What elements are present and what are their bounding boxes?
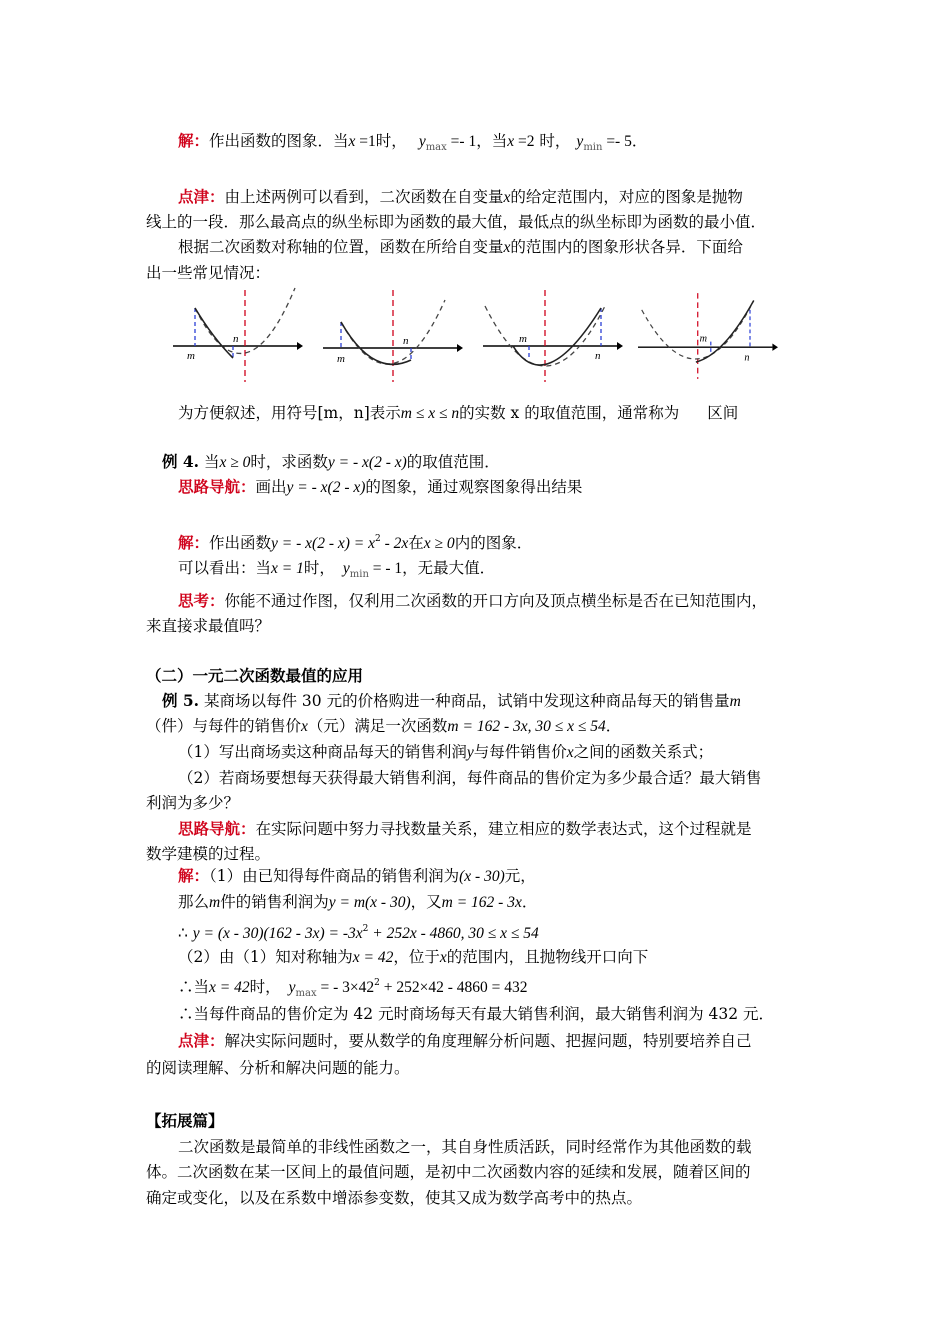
axis-arrow-icon [457, 344, 463, 352]
example-5-solution-3: ∴ $y = (x - 30)(162 - 3x) = -3x^2 + 252x - 4860$, 30 ≤ x ≤ 54 [178, 924, 539, 942]
n-label: n [233, 333, 239, 345]
section-2-title: （二）一元二次函数最值的应用 [146, 666, 364, 685]
example-5-solution-5: ∴当x = 42时， $y_{max}$ = - $3\times 42^2 + 252\times 42 - 4860 = 432$ [178, 978, 528, 999]
example-5-solution-2: 那么m件的销售利润为y = m(x - 30)，又m = 162 - 3x． [178, 893, 538, 911]
example-5-line-1: 例 5. 某商场以每件 30 元的价格购进一种商品，试销中发现这种商品每天的销售量m [162, 691, 741, 710]
think-line-1: 思考：你能不通过作图，仅利用二次函数的开口方向及顶点横坐标是否在已知范围内， [178, 591, 768, 610]
example-5-conclusion: ∴当每件商品的售价定为 42 元时商场每天有最大销售利润，最大销售利润为 432 元． [178, 1005, 775, 1023]
n-label: n [403, 335, 409, 347]
example-5-question-2-cont: 利润为多少？ [146, 794, 240, 812]
axis-arrow-icon [617, 342, 623, 350]
example-5-question-1: （1）写出商场卖这种商品每天的销售利润y与每件销售价x之间的函数关系式； [178, 743, 714, 761]
m-label: m [699, 333, 708, 345]
m-label: m [519, 333, 527, 345]
example-5-solution-1: 解：（1）由已知得每件商品的销售利润为(x - 30)元， [178, 866, 536, 885]
note-line-4: 出一些常见情况： [146, 264, 271, 282]
example-4-idea: 思路导航：画出y = - x(2 - x)的图象，通过观察图象得出结果 [178, 477, 583, 496]
example-5-note-1: 点津：解决实际问题时，要从数学的角度理解分析问题、把握问题，特别要培养自己 [178, 1031, 752, 1050]
graph-case-3 [483, 286, 623, 386]
note-line-1: 点津：由上述两例可以看到，二次函数在自变量x的给定范围内，对应的图象是抛物 [178, 187, 743, 206]
note-line-2: 线上的一段．那么最高点的纵坐标即为函数的最大值，最低点的纵坐标即为函数的最小值． [146, 213, 767, 231]
graph-case-1 [168, 286, 308, 386]
example-5-line-2: （件）与每件的销售价x（元）满足一次函数m = 162 - 3x, 30 ≤ x ≤ 54． [146, 717, 622, 735]
extension-para-3: 确定或变化，以及在系数中增添参变数，使其又成为数学高考中的热点。 [146, 1189, 643, 1207]
example-4-solution: 解：作出函数y = - $x(2 - x) = x^2 - 2x$在x ≥ 0内的图象． [178, 533, 533, 552]
graph-case-2 [323, 286, 463, 386]
example-5-note-2: 的阅读理解、分析和解决问题的能力。 [146, 1059, 410, 1077]
solution-line-1: 解：作出函数的图象．当x =1时， $y_{max} =- 1$，当x =2 时， $y_{min} =- 5$． [178, 131, 648, 153]
extension-title: 【拓展篇】 [146, 1111, 224, 1130]
parabola-segment [195, 308, 233, 358]
parabola-segment [341, 322, 411, 364]
note-line-3: 根据二次函数对称轴的位置，函数在所给自变量x的范围内的图象形状各异．下面给 [178, 238, 743, 256]
example-4-observation: 可以看出：当x = 1时， $y_{min}$ = - 1，无最大值． [178, 559, 496, 580]
m-label: m [337, 353, 345, 365]
axis-arrow-icon [297, 342, 303, 350]
example-5-question-2: （2）若商场要想每天获得最大销售利润，每件商品的售价定为多少最合适？最大销售 [178, 769, 762, 787]
example-5-solution-4: （2）由（1）知对称轴为x = 42，位于x的范围内，且抛物线开口向下 [178, 948, 649, 966]
n-label: n [595, 350, 601, 362]
parabola-graphs [168, 286, 788, 396]
extension-para-1: 二次函数是最简单的非线性函数之一，其自身性质活跃，同时经常作为其他函数的载 [178, 1138, 752, 1156]
m-label: m [187, 350, 195, 362]
example-5-idea-1: 思路导航：在实际问题中努力寻找数量关系，建立相应的数学表达式，这个过程就是 [178, 819, 752, 838]
extension-para-2: 体。二次函数在某一区间上的最值问题，是初中二次函数内容的延续和发展，随着区间的 [146, 1163, 751, 1181]
think-line-2: 来直接求最值吗？ [146, 617, 271, 635]
example-5-idea-2: 数学建模的过程。 [146, 845, 271, 863]
axis-arrow-icon [772, 343, 778, 350]
graph-case-4 [638, 286, 778, 386]
n-label: n [744, 352, 750, 364]
interval-line: 为方便叙述，用符号[m，n]表示m ≤ x ≤ n的实数 x 的取值范围，通常称为 区间 [178, 404, 739, 422]
example-4-title: 例 4. 当x ≥ 0时，求函数y = - x(2 - x)的取值范围． [162, 452, 500, 471]
